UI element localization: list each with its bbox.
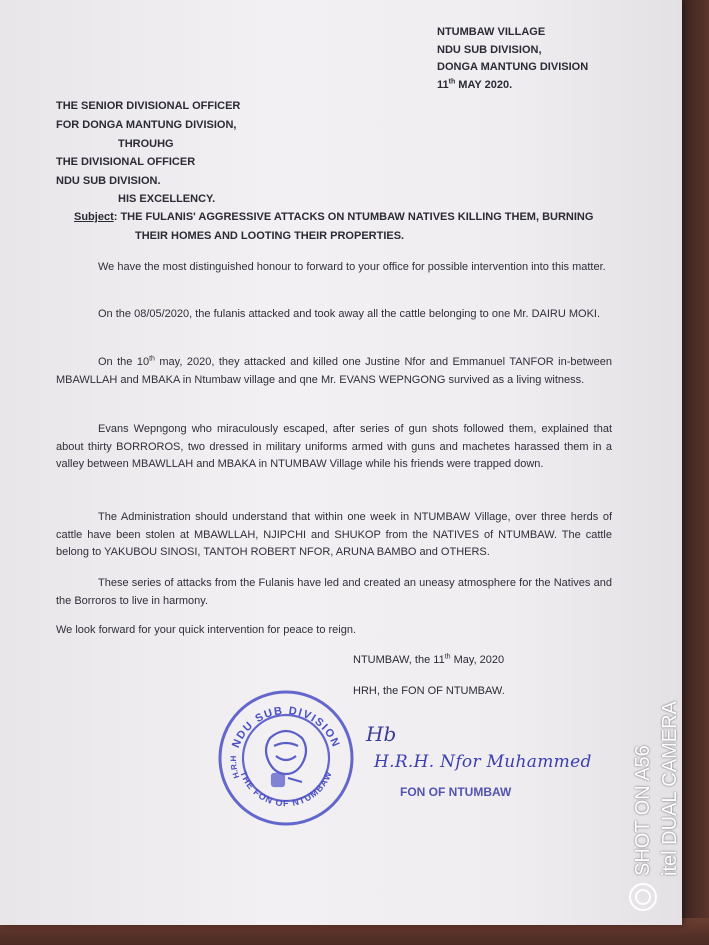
- seal-bottom-text: THE FON OF NTUMBAW: [238, 769, 334, 809]
- recipient-line-4: THE DIVISIONAL OFFICER: [56, 156, 196, 168]
- address-line-3: DONGA MANTUNG DIVISION: [437, 61, 589, 73]
- body-paragraph-5: The Administration should understand that within one week in NTUMBAW Village, over three herds of cattle have been stolen at MBAWLLAH, NJIPCHI and SHUKOP from the NATIVES of NTUMBAW. The cattle belong to YAKUBOU SINOSI, TANTOH ROBERT NFOR, ARUNA BAMBO and OTHERS.: [56, 511, 612, 558]
- closing-place-date: NTUMBAW, the 11th May, 2020: [353, 653, 505, 666]
- closing-title: HRH, the FON OF NTUMBAW.: [353, 685, 505, 697]
- subject-line-1: Subject: THE FULANIS' AGGRESSIVE ATTACKS ON NTUMBAW NATIVES KILLING THEM, BURNING: [74, 211, 594, 223]
- body-paragraph-3: On the 10th may, 2020, they attacked and killed one Justine Nfor and Emmanuel TANFOR in-between MBAWLLAH and MBAKA in Ntumbaw village and qne Mr. EVANS WEPNGONG survived as a living witness.: [56, 355, 612, 386]
- recipient-line-3: THROUHG: [118, 138, 174, 150]
- subject-line-2: THEIR HOMES AND LOOTING THEIR PROPERTIES.: [135, 230, 405, 242]
- address-date: 11th MAY 2020.: [437, 78, 513, 91]
- seal-left-text: H.R.H: [229, 755, 242, 780]
- body-paragraph-1: We have the most distinguished honour to forward to your office for possible intervention into this matter.: [98, 261, 606, 273]
- camera-watermark: [628, 701, 682, 912]
- signature-initials: Hb: [366, 722, 397, 746]
- recipient-line-6: HIS EXCELLENCY.: [118, 193, 216, 205]
- camera-watermark-line-2: itel DUAL CAMERA: [659, 701, 681, 876]
- recipient-line-2: FOR DONGA MANTUNG DIVISION,: [56, 119, 237, 131]
- seal-emblem-icon: [266, 731, 306, 786]
- recipient-line-5: NDU SUB DIVISION.: [56, 175, 161, 187]
- signature-stamp-title: FON OF NTUMBAW: [400, 785, 512, 799]
- subject-label: Subject: [74, 211, 114, 223]
- camera-watermark-line-1: SHOT ON A56: [632, 745, 654, 876]
- body-paragraph-6: These series of attacks from the Fulanis have led and created an uneasy atmosphere for the Natives and the Borroros to live in harmony.: [56, 577, 612, 607]
- seal-top-text: NDU SUB DIVISION: [229, 704, 343, 750]
- official-seal: [214, 686, 358, 830]
- address-line-1: NTUMBAW VILLAGE: [437, 26, 546, 38]
- body-paragraph-7: We look forward for your quick intervention for peace to reign.: [56, 624, 357, 636]
- address-line-2: NDU SUB DIVISION,: [437, 44, 542, 56]
- recipient-line-1: THE SENIOR DIVISIONAL OFFICER: [56, 100, 241, 112]
- table-surface-right: [682, 0, 709, 945]
- body-paragraph-4: Evans Wepngong who miraculously escaped, after series of gun shots followed them, explained that about thirty BORROROS, two dressed in military uniforms armed with guns and machetes harassed them in a valley between MBAWLLAH and MBAKA in NTUMBAW Village while his friends were trapped down.: [56, 423, 612, 470]
- body-paragraph-2: On the 08/05/2020, the fulanis attacked and took away all the cattle belonging to one Mr. DAIRU MOKI.: [98, 308, 601, 320]
- signature-name: H.R.H. Nfor Muhammed: [374, 752, 592, 772]
- camera-lens-icon: [628, 882, 658, 912]
